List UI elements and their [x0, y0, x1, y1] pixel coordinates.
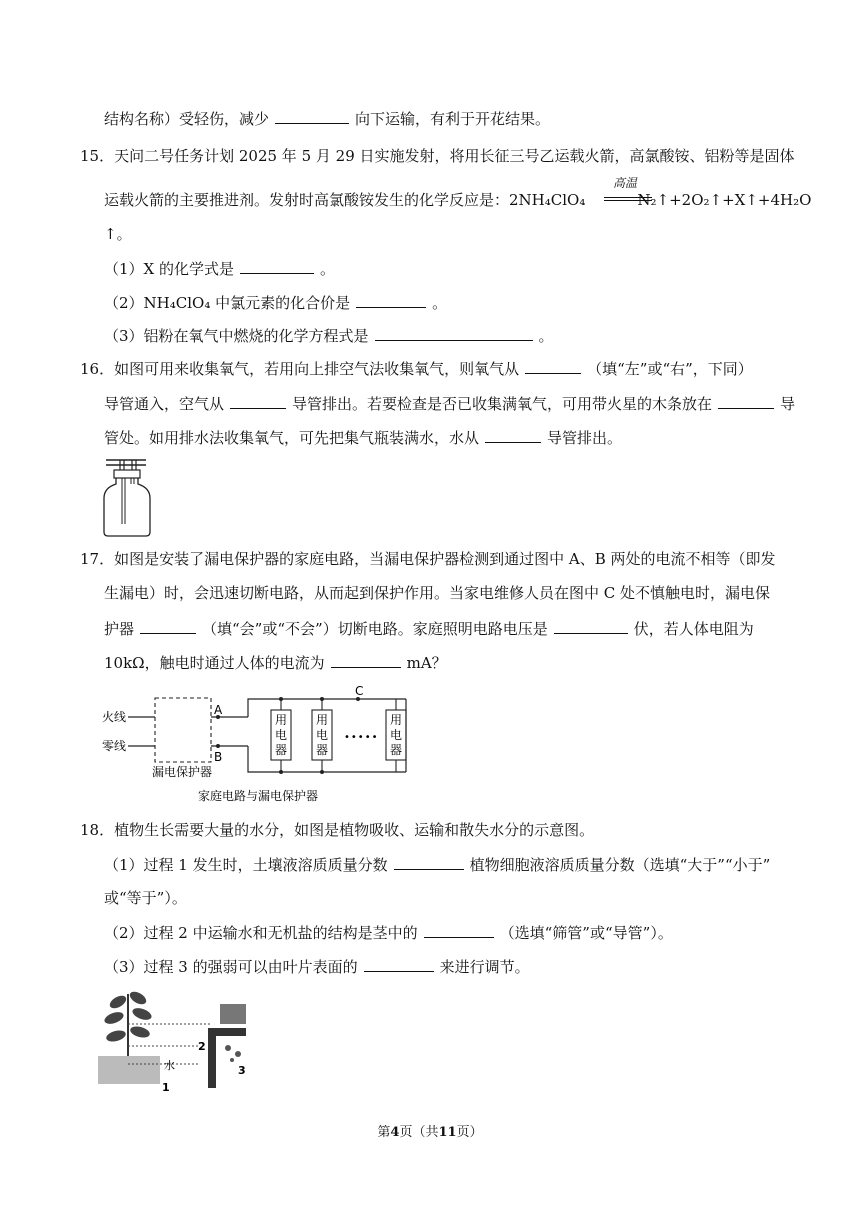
protector-label: 漏电保护器: [152, 765, 213, 779]
question-number: 18．: [80, 821, 115, 839]
leaf-section: [220, 1004, 246, 1024]
answer-blank[interactable]: [364, 956, 434, 972]
text: mA？: [406, 654, 447, 672]
text: （3）过程 3 的强弱可以由叶片表面的: [104, 958, 358, 976]
question-number: 17．: [80, 550, 115, 568]
q18-line-1: [80, 820, 594, 840]
label-c: C: [355, 684, 364, 698]
text: 导管排出。若要检查是否已收集满氧气，可用带火星的木条放在: [292, 395, 713, 413]
answer-blank[interactable]: [525, 358, 581, 374]
q17-line-1: [80, 549, 776, 569]
text: （1）X 的化学式是: [104, 260, 234, 278]
equation-double-bar: [604, 197, 652, 201]
q18-sub-1: [104, 854, 770, 875]
text: 。: [320, 260, 336, 278]
continuation-line: [104, 108, 550, 129]
answer-blank[interactable]: [331, 652, 401, 668]
plant-water-figure: [98, 984, 258, 1094]
text: ↑。: [104, 225, 132, 243]
appliance-1: [271, 697, 291, 774]
svg-text:器: 器: [390, 743, 403, 757]
gas-bottle-figure: [98, 454, 158, 538]
neutral-wire-label: 零线: [102, 739, 127, 753]
text: 导管通入，空气从: [104, 395, 225, 413]
text: 天问二号任务计划 2025 年 5 月 29 日实施发射，将用长征三号乙运载火箭，高氯酸铵、铝粉等是固体: [114, 147, 795, 165]
text: （选填“筛管”或“导管”）。: [499, 924, 673, 942]
answer-blank[interactable]: [394, 854, 464, 870]
q16-line-2: [104, 393, 795, 414]
question-number: 16．: [80, 360, 115, 378]
answer-blank[interactable]: [275, 108, 349, 124]
text: 页）: [456, 1125, 483, 1140]
q18-sub-3: [104, 956, 530, 977]
circuit-diagram: [100, 684, 420, 806]
text: 。: [538, 327, 554, 345]
label-a: A: [214, 703, 223, 717]
page-total: 11: [438, 1125, 457, 1140]
svg-text:电: 电: [275, 728, 288, 742]
q18-sub-1-cont: [104, 888, 187, 908]
vapor-dot: [225, 1045, 231, 1051]
text: 来进行调节。: [439, 958, 530, 976]
svg-text:器: 器: [316, 743, 329, 757]
svg-text:器: 器: [275, 743, 288, 757]
svg-text:用: 用: [316, 713, 329, 727]
text: 生漏电）时，会迅速切断电路，从而起到保护作用。当家电维修人员在图中 C 处不慎触电时，漏电保: [104, 584, 771, 602]
text: 植物生长需要大量的水分，如图是植物吸收、运输和散失水分的示意图。: [114, 821, 595, 839]
q15-line-2: [104, 190, 811, 210]
q17-line-2: [104, 583, 770, 603]
q15-line-3: [104, 224, 132, 244]
text: 护器: [104, 620, 135, 638]
text: 运载火箭的主要推进剂。发射时高氯酸铵发生的化学反应是：: [104, 191, 510, 209]
answer-blank[interactable]: [230, 393, 286, 409]
text: 或“等于”）。: [104, 889, 187, 907]
answer-blank[interactable]: [375, 325, 533, 341]
equation-reactants: 2NH₄ClO₄: [509, 191, 586, 209]
short-tube: [131, 478, 134, 484]
text: 导: [780, 395, 796, 413]
q15-sub-1: [104, 258, 335, 279]
text: 第: [377, 1125, 391, 1140]
q18-sub-2: [104, 922, 673, 943]
protector-box: [155, 698, 211, 762]
q17-line-3: [104, 618, 754, 639]
soil: [98, 1056, 160, 1084]
answer-blank[interactable]: [424, 922, 494, 938]
equation-products: N₂↑+2O₂↑+X↑+4H₂O: [637, 191, 812, 209]
answer-blank[interactable]: [485, 427, 541, 443]
label-2: 2: [198, 1040, 206, 1053]
appliance-3: [386, 699, 406, 772]
q15-sub-2: [104, 292, 447, 313]
vapor-dot: [235, 1051, 241, 1057]
svg-text:用: 用: [275, 713, 288, 727]
q16-line-3: [104, 427, 622, 448]
text: （2）NH₄ClO₄ 中氯元素的化合价是: [104, 294, 351, 312]
text: （3）铝粉在氧气中燃烧的化学方程式是: [104, 327, 369, 345]
ellipsis: •••••: [344, 732, 379, 743]
text: 如图可用来收集氧气，若用向上排空气法收集氧气，则氧气从: [114, 360, 520, 378]
page-number: 4: [390, 1125, 400, 1140]
water-label: 水: [164, 1059, 175, 1072]
text: （填“左”或“右”，下同）: [587, 360, 753, 378]
q17-line-4: [104, 652, 447, 673]
text: 伏，若人体电阻为: [633, 620, 754, 638]
answer-blank[interactable]: [718, 393, 774, 409]
answer-blank[interactable]: [140, 618, 196, 634]
text: 结构名称）受轻伤，减少: [104, 110, 270, 128]
text: （1）过程 1 发生时，土壤液溶质质量分数: [104, 856, 388, 874]
svg-text:电: 电: [316, 728, 329, 742]
answer-blank[interactable]: [356, 292, 426, 308]
text: （填“会”或“不会”）切断电路。家庭照明电路电压是: [202, 620, 548, 638]
q15-line-1: [80, 146, 795, 166]
figure-caption: 家庭电路与漏电保护器: [198, 789, 319, 803]
vessel-vertical: [208, 1028, 216, 1088]
question-number: 15．: [80, 147, 115, 165]
text: 向下运输，有利于开花结果。: [355, 110, 551, 128]
text: 。: [432, 294, 448, 312]
svg-text:电: 电: [390, 728, 403, 742]
q15-sub-3: [104, 325, 554, 346]
appliance-2: [312, 697, 332, 774]
answer-blank[interactable]: [554, 618, 628, 634]
q16-line-1: [80, 358, 753, 379]
vessel-horizontal: [208, 1028, 246, 1036]
label-b: B: [214, 750, 223, 764]
text: 植物细胞液溶质质量分数（选填“大于”“小于”: [469, 856, 771, 874]
text: （2）过程 2 中运输水和无机盐的结构是茎中的: [104, 924, 418, 942]
text: 如图是安装了漏电保护器的家庭电路，当漏电保护器检测到通过图中 A、B 两处的电流不相等（即发: [114, 550, 776, 568]
vapor-dot: [230, 1058, 234, 1062]
text: 页（共: [399, 1125, 439, 1140]
stopper: [114, 470, 140, 478]
label-1: 1: [162, 1081, 170, 1094]
answer-blank[interactable]: [240, 258, 314, 274]
long-tube: [122, 478, 125, 524]
label-3: 3: [238, 1064, 246, 1077]
bottle-body: [104, 478, 150, 536]
text: 10kΩ，触电时通过人体的电流为: [104, 654, 325, 672]
svg-text:用: 用: [390, 713, 403, 727]
page-footer: [0, 1121, 860, 1140]
reaction-condition: 高温: [613, 176, 638, 190]
text: 导管排出。: [547, 429, 623, 447]
live-wire-label: 火线: [102, 710, 127, 724]
point-b: [216, 744, 220, 748]
text: 管处。如用排水法收集氧气，可先把集气瓶装满水，水从: [104, 429, 480, 447]
